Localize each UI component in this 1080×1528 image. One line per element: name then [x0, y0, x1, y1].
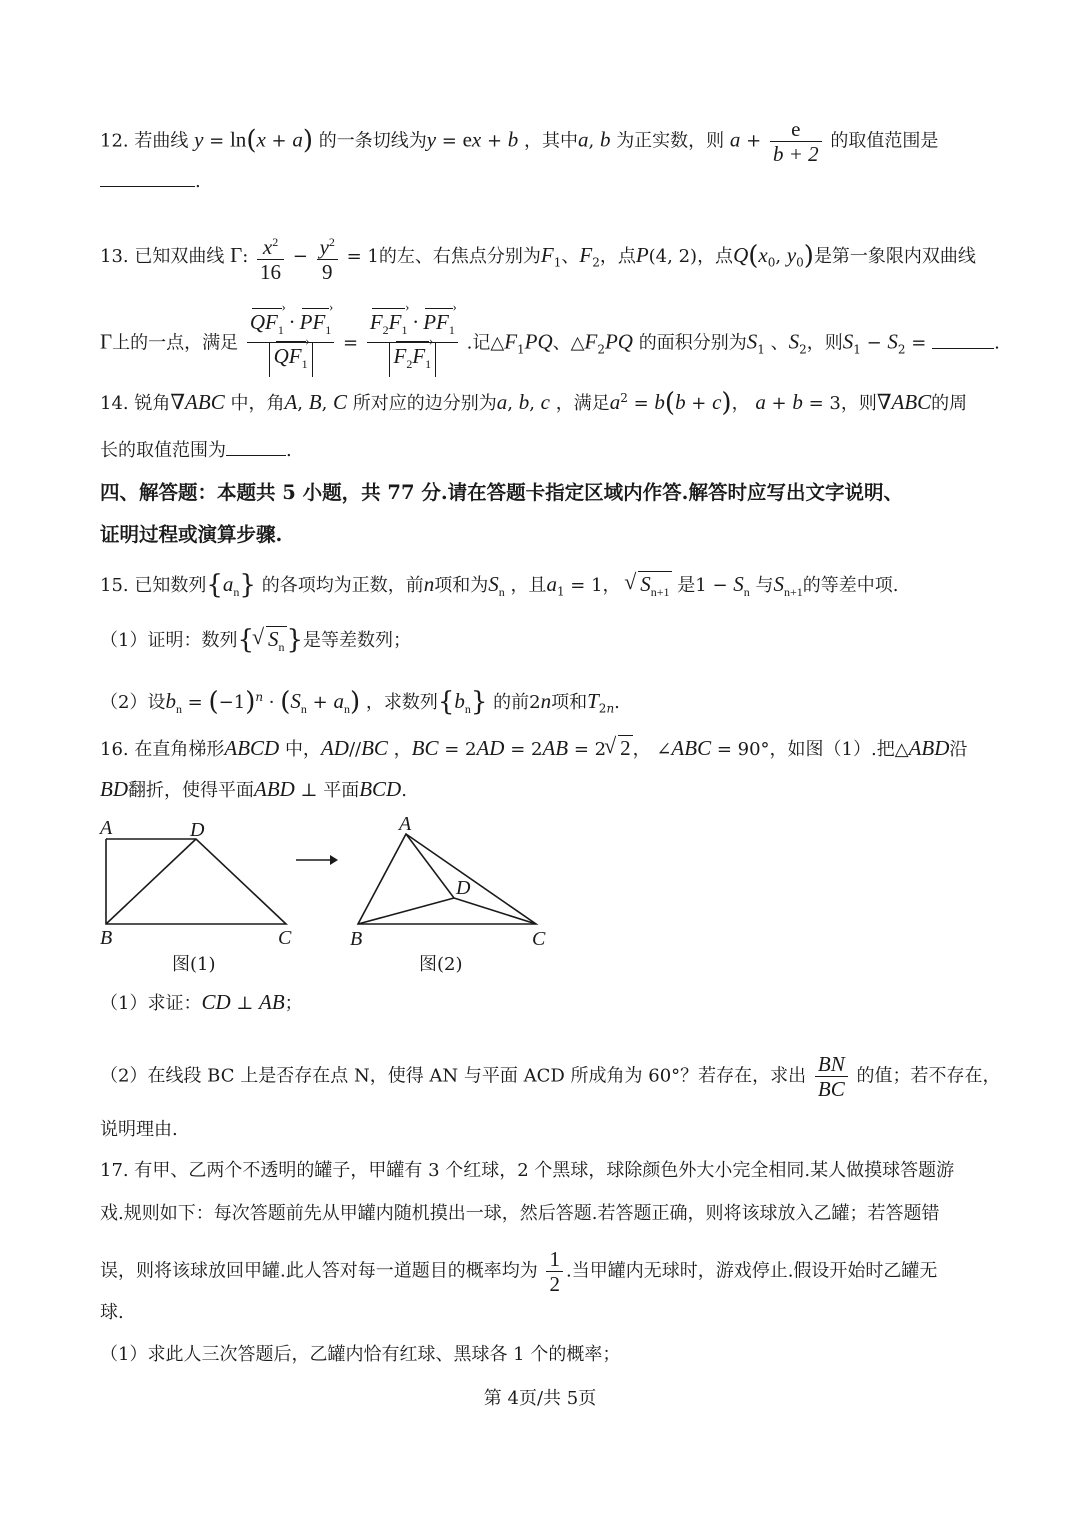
q12-fraction: $\frac{e}{b + 2}$ — [770, 117, 822, 166]
figure-1 — [96, 814, 306, 953]
q13-line2: Γ上的一点，满足 $\frac{QF_1 › \cdot PF_1 ›}{QF_1}$ › = $\frac{F_2F_1 › \cdot PF_1 ›}{F_2F_1}$ › .记$\triangle F_1PQ$、$\triangle F_2PQ$ 的面积分别为$S_1$ 、$S_2$，则$S_1 - S_2$ = . — [100, 310, 984, 377]
q14-line2: 长的取值范围为 . — [100, 437, 984, 464]
q16-part1: （1）求证：CD ⊥ AB； — [100, 990, 303, 1014]
fig2-label-b: B — [350, 928, 363, 950]
q12-answer-blank: . — [100, 168, 984, 195]
q16-fraction: $\frac{BN}{BC}$ — [815, 1052, 848, 1101]
q17-part1: （1）求此人三次答题后，乙罐内恰有红球、黑球各 1 个的概率； — [100, 1344, 621, 1365]
fig1-label-d: D — [190, 819, 205, 841]
q16-part2: （2）在线段 BC 上是否存在点 N，使得 AN 与平面 ACD 所成角为 60°？若存在，求出 $\frac{BN}{BC}$ 的值；若不存在， — [100, 1052, 1001, 1101]
fig1-label-b: B — [100, 927, 113, 949]
q16-line1: 16. 在直角梯形ABCD 中，AD//BC ，BC = 2AD = 2AB = 2√ 2 ， ∠ABC = 90°，如图（1）.把△ABD沿 — [100, 735, 984, 763]
q15-line1: 15. 已知数列$\{a_n\}$ 的各项均为正数，前n项和为$S_n$ ，且$a_1 = 1$， √ $S_{n+1}$ 是$1 - S_n$ 与$S_{n+1}$的等差中项. — [100, 571, 984, 605]
section-heading-line2: 证明过程或演算步骤. — [100, 523, 283, 546]
q12-line1: 12. 若曲线 y = ln(x + a) 的一条切线为y = ex + b ，其中a, b 为正实数，则 a + $\frac{e}{b + 2}$ 的取值范围是 — [100, 117, 939, 166]
figure-2-caption: 图(2) — [419, 954, 463, 975]
q17-line2: 戏.规则如下：每次答题前先从甲罐内随机摸出一球，然后答题.若答题正确，则将该球放入乙罐；若答题错 — [100, 1203, 940, 1224]
arrow-icon — [296, 852, 338, 871]
q16-part2-line2: 说明理由. — [100, 1119, 178, 1140]
q17-fraction: $\frac{1}{2}$ — [546, 1247, 563, 1296]
fig1-label-c: C — [278, 927, 292, 949]
q14-line1: 14. 锐角∇ABC 中，角A, B, C 所对应的边分别为a, b, c ，满足$a^2 = b(b + c)$， a + b = 3，则∇ABC的周 — [100, 388, 968, 418]
q15-part2: （2）设$b_n = (-1)^n \cdot (S_n + a_n)$ ，求数列$\{b_n\}$ 的前2n项和$T_{2n}$. — [100, 687, 620, 717]
q17-line1: 17. 有甲、乙两个不透明的罐子，甲罐有 3 个红球，2 个黑球，球除颜色外大小完全相同.某人做摸球答题游 — [100, 1160, 955, 1181]
fig2-label-c: C — [532, 928, 546, 950]
section-heading: 四、解答题：本题共 5 小题，共 77 分.请在答题卡指定区域内作答.解答时应写出文字说明、 — [100, 481, 903, 504]
fig1-label-a: A — [100, 817, 113, 839]
q17-line4: 球. — [100, 1302, 124, 1323]
page-number: 第 4页/共 5页 — [483, 1388, 597, 1409]
q13-line1: 13. 已知双曲线 Γ: $\frac{x^2}{16}$ − $\frac{y^2}{9}$ = 1的左、右焦点分别为$F_1$、$F_2$，点P(4, 2)，点$Q(x_0$, $y_0$)是第一象限内双曲线 — [100, 230, 984, 284]
fig2-label-d: D — [456, 877, 471, 899]
q15-part1: （1）证明：数列{√ $S_n$}是等差数列； — [100, 626, 984, 660]
q16-line2: BD翻折，使得平面ABD ⊥ 平面BCD. — [100, 777, 407, 801]
figure-1-caption: 图(1) — [172, 954, 216, 975]
fig2-label-a: A — [399, 813, 412, 835]
figure-2 — [346, 812, 556, 956]
q17-line3: 误，则将该球放回甲罐.此人答对每一道题目的概率均为 $\frac{1}{2}$ .当甲罐内无球时，游戏停止.假设开始时乙罐无 — [100, 1247, 938, 1296]
